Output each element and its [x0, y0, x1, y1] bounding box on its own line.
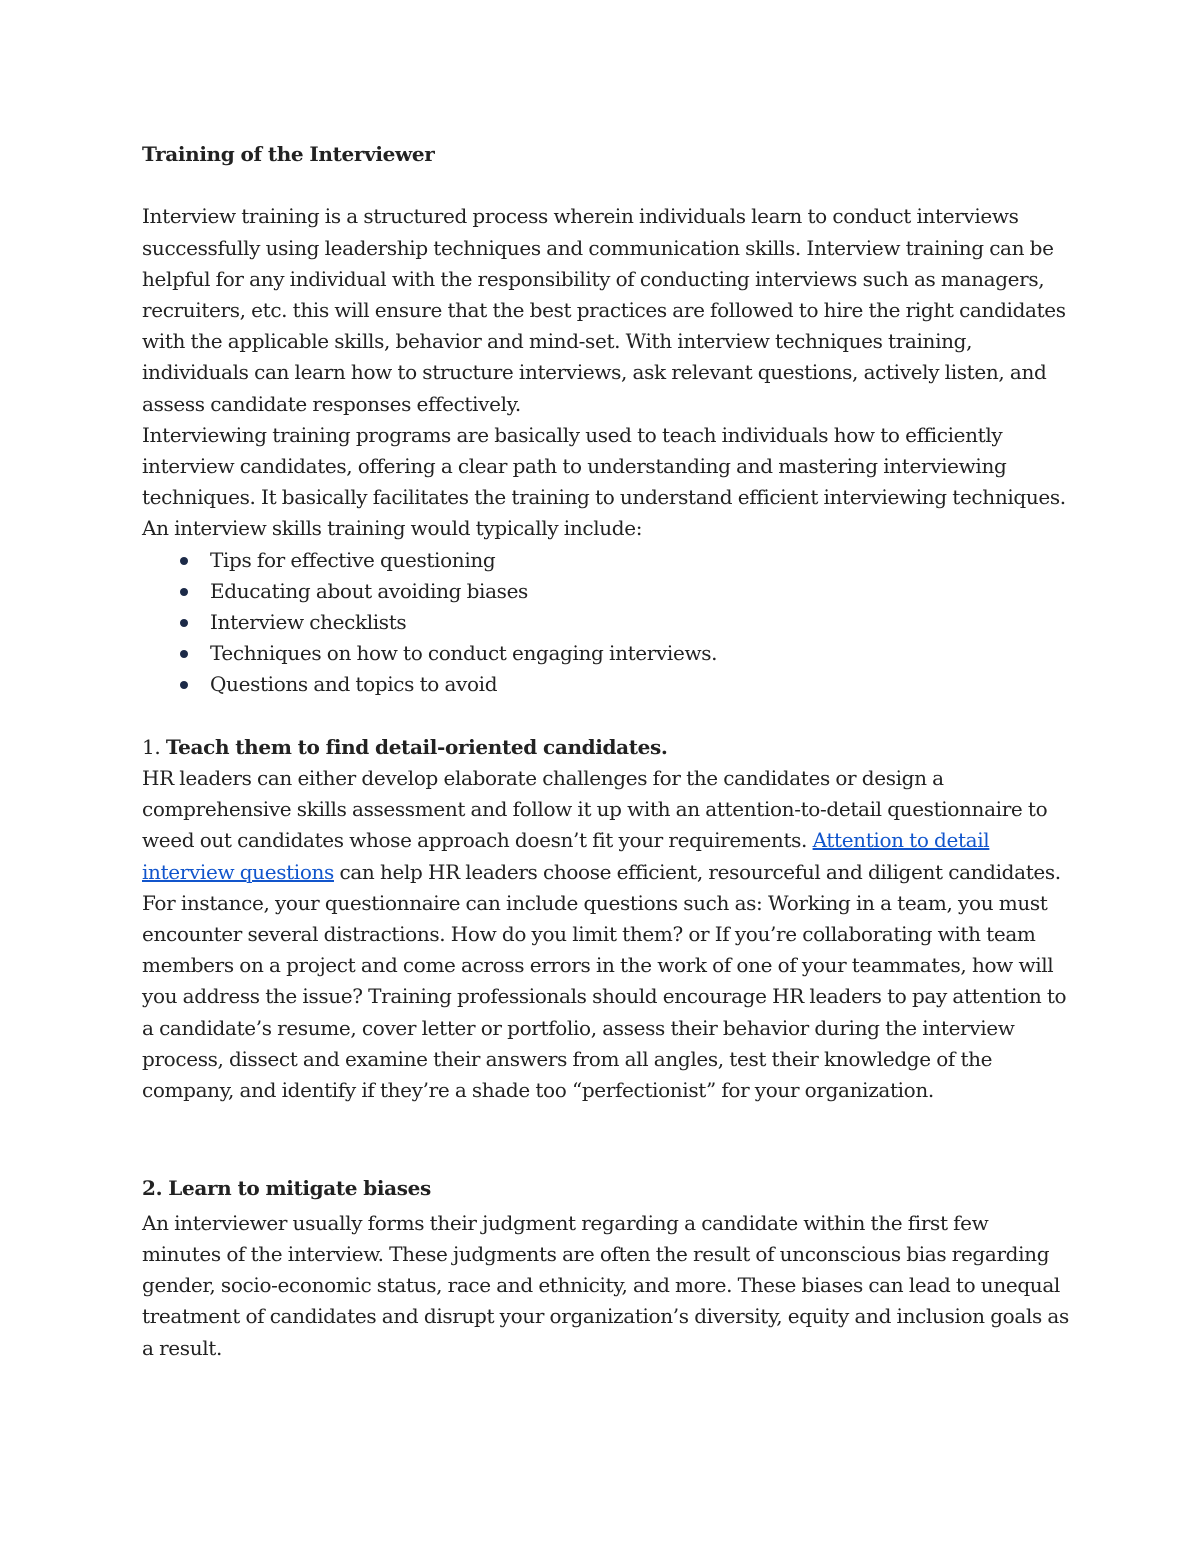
spacer — [142, 701, 1072, 732]
section-2-heading: 2. Learn to mitigate biases — [142, 1175, 431, 1200]
attention-to-detail-link[interactable]: Attention to detail interview questions — [142, 828, 990, 884]
bullet-icon — [180, 619, 188, 627]
spacer — [142, 1106, 1072, 1168]
document-page — [142, 139, 1072, 1364]
spacer — [142, 170, 1072, 201]
section-1-paragraph — [142, 763, 1072, 1106]
list-item-text: Tips for effective questioning — [210, 547, 496, 572]
section-1-text-after-link: can help HR leaders choose efficient, resourceful and diligent candidates. For instance, your questionnaire can include questions such as: Working in a team, you must encounter several distractions. How do you limit them? or If you’re collaborating with team members on a project and come across errors in the work of one of your teammates, how will you address the issue? Training professionals should encourage HR leaders to pay attention to a candidate’s resume, cover letter or portfolio, assess their behavior during the interview process, dissect and examine their answers from all angles, test their knowledge of the company, and identify if they’re a shade too “perfectionist” for your organization. — [142, 859, 1067, 1103]
programs-paragraph: Interviewing training programs are basically used to teach individuals how to efficiently interview candidates, offering a clear path to understanding and mastering interviewing techniques. It basically facilitates the training to understand efficient interviewing techniques. An interview skills training would typically include: — [142, 422, 1066, 541]
bullet-icon — [180, 588, 188, 596]
list-item-text: Techniques on how to conduct engaging interviews. — [210, 641, 718, 666]
section-1-number: 1. — [142, 734, 166, 759]
list-item — [142, 576, 1072, 607]
section-1-text-before-link: HR leaders can either develop elaborate challenges for the candidates or design a comprehensive skills assessment and follow it up with an attention-to-detail questionnaire to weed out candidates whose approach doesn’t fit your requirements. — [142, 766, 1048, 853]
bullet-icon — [180, 681, 188, 689]
list-item-text: Interview checklists — [210, 610, 407, 635]
list-item-text: Questions and topics to avoid — [210, 672, 498, 697]
list-item — [142, 545, 1072, 576]
section-1-heading — [142, 732, 1072, 763]
section-1-title: Teach them to find detail-oriented candidates. — [165, 734, 668, 759]
bullet-icon — [180, 557, 188, 565]
bullet-icon — [180, 650, 188, 658]
list-item — [142, 638, 1072, 669]
section-2-paragraph: An interviewer usually forms their judgment regarding a candidate within the first few minutes of the interview. These judgments are often the result of unconscious bias regarding gender, socio-economic status, race and ethnicity, and more. These biases can lead to unequal treatment of candidates and disrupt your organization’s diversity, equity and inclusion goals as a result. — [142, 1210, 1069, 1360]
document-title: Training of the Interviewer — [142, 142, 435, 166]
list-item — [142, 607, 1072, 638]
training-topics-list — [142, 545, 1072, 701]
list-item-text: Educating about avoiding biases — [210, 578, 528, 603]
intro-paragraph: Interview training is a structured process wherein individuals learn to conduct interviews successfully using leadership techniques and communication skills. Interview training can be helpful for any individual with the responsibility of conducting interviews such as managers, recruiters, etc. this will ensure that the best practices are followed to hire the right candidates with the applicable skills, behavior and mind-set. With interview techniques training, individuals can learn how to structure interviews, ask relevant questions, actively listen, and assess candidate responses effectively. — [142, 204, 1066, 416]
list-item — [142, 669, 1072, 700]
